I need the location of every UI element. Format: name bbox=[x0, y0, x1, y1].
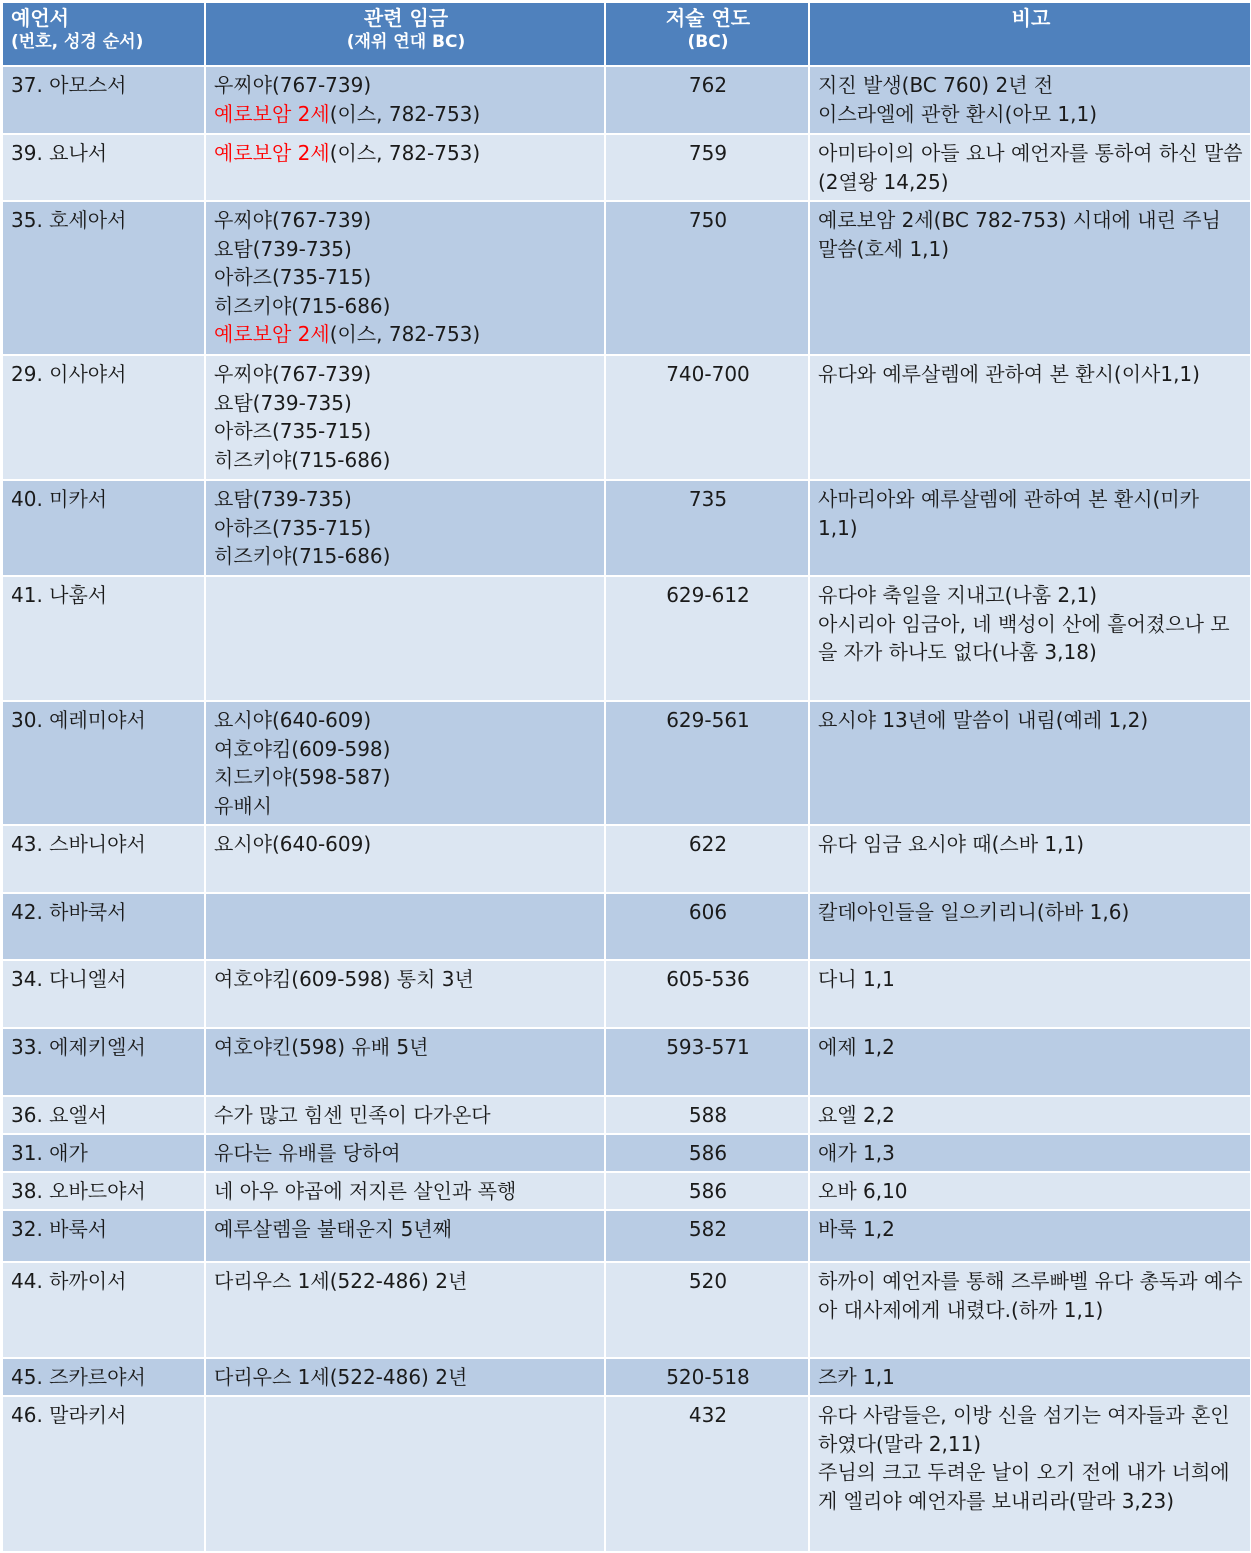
king-reign: (609-598) 통치 3년 bbox=[291, 967, 474, 991]
cell-kings bbox=[205, 134, 605, 201]
king-name: 요탐 bbox=[214, 487, 253, 511]
cell-year: 586 bbox=[605, 1172, 809, 1210]
king-name: 요시야 bbox=[214, 832, 272, 856]
cell-year: 432 bbox=[605, 1396, 809, 1552]
header-year-title: 저술 연도 bbox=[665, 6, 751, 30]
cell-kings bbox=[205, 201, 605, 355]
cell-kings bbox=[205, 1210, 605, 1262]
cell-kings bbox=[205, 1262, 605, 1358]
king-reign: (767-739) bbox=[271, 362, 372, 386]
king-name-highlight: 예로보암 2세 bbox=[214, 101, 330, 126]
king-reign: (767-739) bbox=[271, 208, 372, 232]
cell-kings bbox=[205, 1134, 605, 1172]
king-reign: (609-598) bbox=[291, 736, 391, 761]
cell-kings bbox=[205, 1096, 605, 1134]
king-name: 여호야킴 bbox=[214, 736, 292, 761]
king-name: 아하즈 bbox=[214, 265, 272, 289]
king-reign: (735-715) bbox=[271, 265, 372, 289]
king-reign: (640-609) bbox=[271, 708, 372, 732]
cell-year: 605-536 bbox=[605, 960, 809, 1028]
cell-book: 45. 즈카르야서 bbox=[2, 1358, 205, 1396]
cell-kings bbox=[205, 480, 605, 576]
cell-book: 44. 하까이서 bbox=[2, 1262, 205, 1358]
cell-book: 38. 오바드야서 bbox=[2, 1172, 205, 1210]
king-line bbox=[214, 792, 598, 821]
cell-book: 43. 스바니야서 bbox=[2, 825, 205, 893]
king-name: 여호야킨 bbox=[214, 1035, 292, 1059]
king-reign: (739-735) bbox=[252, 487, 352, 511]
king-name: 요탐 bbox=[214, 390, 253, 415]
table-row bbox=[2, 1396, 1251, 1552]
king-name: 치드키야 bbox=[214, 765, 292, 789]
cell-kings bbox=[205, 1396, 605, 1552]
king-line bbox=[214, 1363, 598, 1392]
cell-year: 593-571 bbox=[605, 1028, 809, 1096]
table-row bbox=[2, 355, 1251, 480]
cell-book: 42. 하바쿡서 bbox=[2, 893, 205, 960]
king-reign: (739-735) bbox=[252, 236, 352, 261]
cell-year: 629-561 bbox=[605, 701, 809, 825]
king-name: 네 아우 야곱에 저지른 살인과 폭행 bbox=[214, 1179, 517, 1203]
king-line bbox=[214, 235, 598, 264]
king-reign: (이스, 782-753) bbox=[329, 101, 481, 126]
header-book-sub: (번호, 성경 순서) bbox=[11, 32, 144, 52]
cell-note: 유다 임금 요시야 때(스바 1,1) bbox=[809, 825, 1251, 893]
cell-note: 유다 사람들은, 이방 신을 섬기는 여자들과 혼인하였다(말라 2,11) 주님의 크고 두려운 날이 오기 전에 내가 너희에게 엘리야 예언자를 보내리라(말라 3,23) bbox=[809, 1396, 1251, 1552]
cell-note: 에제 1,2 bbox=[809, 1028, 1251, 1096]
king-name: 수가 많고 힘센 민족이 다가온다 bbox=[214, 1103, 491, 1127]
king-line bbox=[214, 389, 598, 418]
king-reign: (715-686) bbox=[291, 293, 391, 318]
cell-note: 사마리아와 예루살렘에 관하여 본 환시(미카 1,1) bbox=[809, 480, 1251, 576]
table-row bbox=[2, 960, 1251, 1028]
king-reign: (522-486) 2년 bbox=[329, 1365, 468, 1389]
king-name: 아하즈 bbox=[214, 419, 272, 443]
king-line bbox=[214, 71, 598, 100]
king-name: 히즈키야 bbox=[214, 293, 292, 318]
table-row bbox=[2, 576, 1251, 701]
cell-year: 735 bbox=[605, 480, 809, 576]
cell-book: 36. 요엘서 bbox=[2, 1096, 205, 1134]
table-row bbox=[2, 201, 1251, 355]
king-line bbox=[214, 360, 598, 389]
cell-book: 40. 미카서 bbox=[2, 480, 205, 576]
table-row bbox=[2, 1210, 1251, 1262]
king-reign: (598) 유배 5년 bbox=[291, 1035, 429, 1059]
king-line bbox=[214, 263, 598, 292]
table-row bbox=[2, 1358, 1251, 1396]
header-year-sub: (BC) bbox=[687, 32, 729, 52]
cell-note: 하까이 예언자를 통해 즈루빠벨 유다 총독과 예수아 대사제에게 내렸다.(하까 1,1) bbox=[809, 1262, 1251, 1358]
king-reign: (이스, 782-753) bbox=[329, 141, 481, 165]
king-line bbox=[214, 1139, 598, 1168]
table-row bbox=[2, 701, 1251, 825]
cell-book: 39. 요나서 bbox=[2, 134, 205, 201]
cell-kings bbox=[205, 1172, 605, 1210]
king-line bbox=[214, 100, 598, 129]
cell-kings bbox=[205, 893, 605, 960]
king-reign: (767-739) bbox=[271, 73, 372, 97]
cell-book: 31. 애가 bbox=[2, 1134, 205, 1172]
cell-kings bbox=[205, 825, 605, 893]
cell-note: 유다와 예루살렘에 관하여 본 환시(이사1,1) bbox=[809, 355, 1251, 480]
header-kings-sub: (재위 연대 BC) bbox=[346, 32, 466, 52]
cell-note: 칼데아인들을 일으키리니(하바 1,6) bbox=[809, 893, 1251, 960]
cell-note: 바룩 1,2 bbox=[809, 1210, 1251, 1262]
king-line bbox=[214, 542, 598, 571]
table-row bbox=[2, 825, 1251, 893]
cell-kings bbox=[205, 1358, 605, 1396]
cell-book: 34. 다니엘서 bbox=[2, 960, 205, 1028]
king-name: 아하즈 bbox=[214, 515, 272, 540]
king-line bbox=[214, 1215, 598, 1244]
cell-year: 622 bbox=[605, 825, 809, 893]
cell-year: 762 bbox=[605, 66, 809, 134]
king-reign: (715-686) bbox=[291, 544, 391, 568]
king-line bbox=[214, 320, 598, 349]
cell-year: 740-700 bbox=[605, 355, 809, 480]
cell-year: 750 bbox=[605, 201, 809, 355]
cell-book: 41. 나훔서 bbox=[2, 576, 205, 701]
cell-note: 오바 6,10 bbox=[809, 1172, 1251, 1210]
king-name: 여호야킴 bbox=[214, 967, 292, 991]
cell-book: 37. 아모스서 bbox=[2, 66, 205, 134]
king-line bbox=[214, 1033, 598, 1062]
cell-note: 아미타이의 아들 요나 예언자를 통하여 하신 말씀(2열왕 14,25) bbox=[809, 134, 1251, 201]
king-line bbox=[214, 763, 598, 792]
cell-book: 30. 예레미야서 bbox=[2, 701, 205, 825]
cell-year: 582 bbox=[605, 1210, 809, 1262]
king-reign: (이스, 782-753) bbox=[329, 322, 481, 346]
king-name: 유배시 bbox=[214, 793, 272, 818]
king-name-highlight: 예로보암 2세 bbox=[214, 141, 330, 165]
cell-kings bbox=[205, 1028, 605, 1096]
king-name: 우찌야 bbox=[214, 208, 272, 232]
cell-note: 예로보암 2세(BC 782-753) 시대에 내린 주님 말씀(호세 1,1) bbox=[809, 201, 1251, 355]
king-line bbox=[214, 292, 598, 321]
king-reign: (715-686) bbox=[291, 447, 391, 472]
king-name: 우찌야 bbox=[214, 73, 272, 97]
cell-year: 629-612 bbox=[605, 576, 809, 701]
cell-year: 520 bbox=[605, 1262, 809, 1358]
cell-year: 586 bbox=[605, 1134, 809, 1172]
cell-book: 35. 호세아서 bbox=[2, 201, 205, 355]
prophets-table bbox=[1, 1, 1251, 1553]
cell-book: 33. 에제키엘서 bbox=[2, 1028, 205, 1096]
cell-book: 46. 말라키서 bbox=[2, 1396, 205, 1552]
header-row bbox=[2, 2, 1251, 66]
king-reign: (640-609) bbox=[271, 832, 372, 856]
king-name: 히즈키야 bbox=[214, 544, 292, 568]
header-kings bbox=[205, 2, 605, 66]
cell-note: 요엘 2,2 bbox=[809, 1096, 1251, 1134]
cell-note: 유다야 축일을 지내고(나훔 2,1) 아시리아 임금아, 네 백성이 산에 흩어졌으나 모을 자가 하나도 없다(나훔 3,18) bbox=[809, 576, 1251, 701]
cell-book: 29. 이사야서 bbox=[2, 355, 205, 480]
cell-year: 606 bbox=[605, 893, 809, 960]
king-name-highlight: 예로보암 2세 bbox=[214, 322, 330, 346]
king-reign: (735-715) bbox=[271, 419, 372, 443]
header-year bbox=[605, 2, 809, 66]
header-book bbox=[2, 2, 205, 66]
king-name: 다리우스 1세 bbox=[214, 1365, 330, 1389]
king-line bbox=[214, 735, 598, 764]
cell-kings bbox=[205, 576, 605, 701]
king-name: 우찌야 bbox=[214, 362, 272, 386]
cell-kings bbox=[205, 960, 605, 1028]
king-line bbox=[214, 485, 598, 514]
king-reign: (735-715) bbox=[271, 515, 372, 540]
king-name: 요탐 bbox=[214, 236, 253, 261]
king-line bbox=[214, 706, 598, 735]
king-name: 히즈키야 bbox=[214, 447, 292, 472]
table-row bbox=[2, 480, 1251, 576]
king-line bbox=[214, 206, 598, 235]
cell-year: 520-518 bbox=[605, 1358, 809, 1396]
table-row bbox=[2, 66, 1251, 134]
cell-note: 즈카 1,1 bbox=[809, 1358, 1251, 1396]
cell-kings bbox=[205, 701, 605, 825]
cell-note: 다니 1,1 bbox=[809, 960, 1251, 1028]
cell-year: 588 bbox=[605, 1096, 809, 1134]
table-row bbox=[2, 893, 1251, 960]
king-line bbox=[214, 139, 598, 168]
king-name: 예루살렘을 불태운지 5년째 bbox=[214, 1217, 452, 1241]
king-reign: (598-587) bbox=[291, 765, 391, 789]
header-kings-title: 관련 임금 bbox=[363, 6, 449, 30]
cell-book: 32. 바룩서 bbox=[2, 1210, 205, 1262]
cell-note: 요시야 13년에 말씀이 내림(예레 1,2) bbox=[809, 701, 1251, 825]
cell-year: 759 bbox=[605, 134, 809, 201]
king-name: 요시야 bbox=[214, 708, 272, 732]
king-reign: (522-486) 2년 bbox=[329, 1269, 468, 1293]
king-line bbox=[214, 514, 598, 543]
table-row bbox=[2, 1134, 1251, 1172]
table-row bbox=[2, 1028, 1251, 1096]
cell-note: 애가 1,3 bbox=[809, 1134, 1251, 1172]
cell-kings bbox=[205, 355, 605, 480]
king-line bbox=[214, 1267, 598, 1296]
king-name: 유다는 유배를 당하여 bbox=[214, 1141, 401, 1165]
header-note-title: 비고 bbox=[1011, 6, 1051, 30]
table-row bbox=[2, 1172, 1251, 1210]
cell-note: 지진 발생(BC 760) 2년 전 이스라엘에 관한 환시(아모 1,1) bbox=[809, 66, 1251, 134]
king-line bbox=[214, 417, 598, 446]
king-line bbox=[214, 965, 598, 994]
header-book-title: 예언서 bbox=[11, 6, 69, 30]
cell-kings bbox=[205, 66, 605, 134]
header-note bbox=[809, 2, 1251, 66]
king-line bbox=[214, 446, 598, 475]
table-row bbox=[2, 1096, 1251, 1134]
king-reign: (739-735) bbox=[252, 390, 352, 415]
king-line bbox=[214, 1177, 598, 1206]
table-row bbox=[2, 134, 1251, 201]
table-row bbox=[2, 1262, 1251, 1358]
king-line bbox=[214, 830, 598, 859]
king-name: 다리우스 1세 bbox=[214, 1269, 330, 1293]
king-line bbox=[214, 1101, 598, 1130]
